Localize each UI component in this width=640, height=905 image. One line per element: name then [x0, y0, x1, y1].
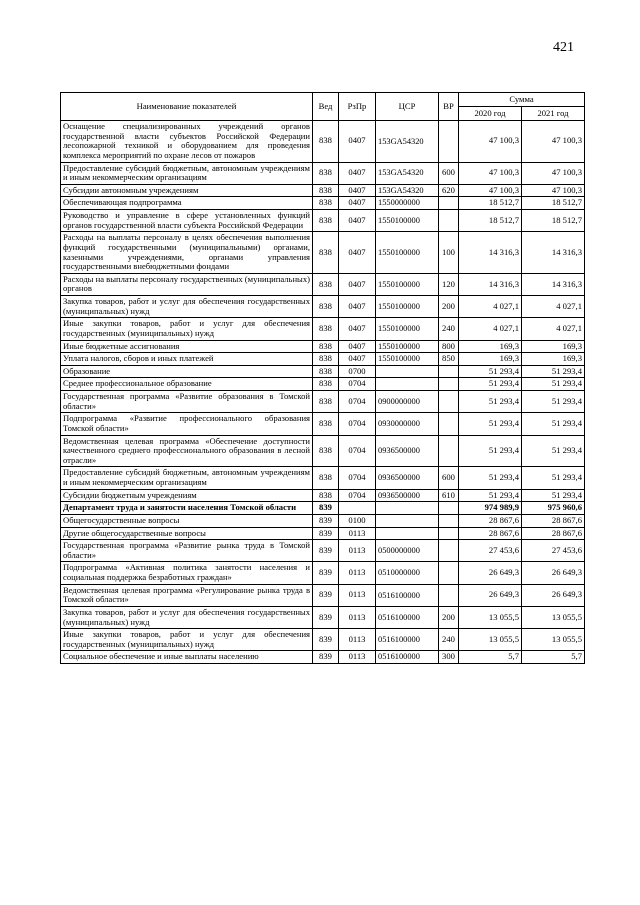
cell-rzpr: 0407 — [339, 296, 376, 318]
cell-2021: 51 293,4 — [522, 467, 585, 489]
cell-rzpr: 0407 — [339, 184, 376, 197]
cell-name: Иные бюджетные ассигнования — [61, 340, 313, 353]
cell-csr — [376, 514, 439, 527]
table-row — [61, 514, 585, 527]
table-row — [61, 467, 585, 489]
cell-2020: 51 293,4 — [459, 365, 522, 378]
cell-vr — [439, 365, 459, 378]
cell-rzpr: 0113 — [339, 629, 376, 651]
cell-ved: 839 — [313, 629, 339, 651]
cell-csr: 0900000000 — [376, 391, 439, 413]
cell-csr: 0516100000 — [376, 584, 439, 606]
table-body — [61, 121, 585, 664]
cell-csr: 0516100000 — [376, 606, 439, 628]
table-row — [61, 629, 585, 651]
cell-vr — [439, 562, 459, 584]
cell-rzpr: 0407 — [339, 121, 376, 163]
table-row — [61, 651, 585, 664]
cell-ved: 839 — [313, 514, 339, 527]
table-header — [61, 93, 585, 121]
cell-2021: 18 512,7 — [522, 197, 585, 210]
cell-2020: 51 293,4 — [459, 413, 522, 435]
cell-csr: 1550100000 — [376, 232, 439, 274]
cell-name: Закупка товаров, работ и услуг для обеспечения государственных (муниципальных) нужд — [61, 296, 313, 318]
cell-csr: 0516100000 — [376, 651, 439, 664]
cell-name: Ведомственная целевая программа «Обеспечение доступности качественного среднего профессионального образования в лесной отрасли» — [61, 435, 313, 467]
header-name: Наименование показателей — [61, 93, 313, 121]
table-row — [61, 562, 585, 584]
cell-csr — [376, 378, 439, 391]
cell-vr — [439, 121, 459, 163]
cell-2021: 28 867,6 — [522, 514, 585, 527]
cell-vr: 620 — [439, 184, 459, 197]
cell-2020: 28 867,6 — [459, 514, 522, 527]
cell-csr: 1550100000 — [376, 210, 439, 232]
cell-2021: 4 027,1 — [522, 318, 585, 340]
cell-rzpr: 0113 — [339, 527, 376, 540]
cell-vr — [439, 502, 459, 515]
cell-2021: 51 293,4 — [522, 365, 585, 378]
cell-2021: 26 649,3 — [522, 584, 585, 606]
cell-ved: 839 — [313, 540, 339, 562]
table-row — [61, 540, 585, 562]
cell-vr: 240 — [439, 629, 459, 651]
cell-name: Иные закупки товаров, работ и услуг для обеспечения государственных (муниципальных) нужд — [61, 629, 313, 651]
cell-rzpr: 0704 — [339, 435, 376, 467]
cell-csr: 0936500000 — [376, 489, 439, 502]
cell-2020: 51 293,4 — [459, 378, 522, 391]
cell-2021: 28 867,6 — [522, 527, 585, 540]
cell-2020: 51 293,4 — [459, 489, 522, 502]
cell-vr: 120 — [439, 273, 459, 295]
table-row — [61, 296, 585, 318]
cell-name: Расходы на выплаты персоналу в целях обеспечения выполнения функций государственными (муниципальными) органами, казенными учреждениями, органами управления государственными внебюджетными фондами — [61, 232, 313, 274]
cell-vr — [439, 527, 459, 540]
cell-name: Иные закупки товаров, работ и услуг для обеспечения государственных (муниципальных) нужд — [61, 318, 313, 340]
cell-rzpr: 0113 — [339, 606, 376, 628]
cell-rzpr: 0407 — [339, 162, 376, 184]
cell-2020: 47 100,3 — [459, 121, 522, 163]
cell-name: Оснащение специализированных учреждений органов государственной власти субъектов Российской Федерации лесопожарной техникой и оборудованием для проведения комплекса мероприятий по охране лесов от пожаров — [61, 121, 313, 163]
cell-2020: 18 512,7 — [459, 197, 522, 210]
cell-name: Ведомственная целевая программа «Регулирование рынка труда в Томской области» — [61, 584, 313, 606]
cell-2021: 169,3 — [522, 353, 585, 366]
cell-rzpr: 0113 — [339, 584, 376, 606]
cell-csr: 153GA54320 — [376, 184, 439, 197]
cell-name: Государственная программа «Развитие образования в Томской области» — [61, 391, 313, 413]
cell-rzpr: 0704 — [339, 378, 376, 391]
header-vr: ВР — [439, 93, 459, 121]
cell-2021: 975 960,6 — [522, 502, 585, 515]
table-row — [61, 273, 585, 295]
cell-rzpr: 0704 — [339, 391, 376, 413]
cell-name: Субсидии бюджетным учреждениям — [61, 489, 313, 502]
cell-vr — [439, 378, 459, 391]
cell-csr: 0510000000 — [376, 562, 439, 584]
cell-ved: 838 — [313, 197, 339, 210]
cell-2020: 14 316,3 — [459, 232, 522, 274]
cell-2020: 4 027,1 — [459, 296, 522, 318]
cell-ved: 838 — [313, 162, 339, 184]
cell-2021: 51 293,4 — [522, 378, 585, 391]
cell-csr: 1550100000 — [376, 353, 439, 366]
cell-vr — [439, 197, 459, 210]
table-row — [61, 413, 585, 435]
cell-vr: 100 — [439, 232, 459, 274]
cell-ved: 838 — [313, 489, 339, 502]
cell-2021: 26 649,3 — [522, 562, 585, 584]
cell-ved: 838 — [313, 184, 339, 197]
cell-rzpr — [339, 502, 376, 515]
cell-name: Общегосударственные вопросы — [61, 514, 313, 527]
cell-2020: 13 055,5 — [459, 606, 522, 628]
cell-2020: 51 293,4 — [459, 435, 522, 467]
cell-2021: 51 293,4 — [522, 413, 585, 435]
cell-2020: 47 100,3 — [459, 162, 522, 184]
cell-2021: 169,3 — [522, 340, 585, 353]
cell-2021: 4 027,1 — [522, 296, 585, 318]
cell-2021: 14 316,3 — [522, 232, 585, 274]
cell-2021: 47 100,3 — [522, 121, 585, 163]
cell-2020: 5,7 — [459, 651, 522, 664]
cell-csr: 1550100000 — [376, 296, 439, 318]
cell-2020: 169,3 — [459, 353, 522, 366]
cell-vr: 600 — [439, 162, 459, 184]
cell-ved: 838 — [313, 435, 339, 467]
cell-vr — [439, 435, 459, 467]
table-row — [61, 527, 585, 540]
cell-2021: 14 316,3 — [522, 273, 585, 295]
cell-csr — [376, 502, 439, 515]
cell-ved: 838 — [313, 340, 339, 353]
cell-vr — [439, 540, 459, 562]
cell-ved: 838 — [313, 210, 339, 232]
cell-rzpr: 0407 — [339, 340, 376, 353]
cell-ved: 838 — [313, 318, 339, 340]
cell-2021: 18 512,7 — [522, 210, 585, 232]
cell-name: Образование — [61, 365, 313, 378]
header-rzpr: РзПр — [339, 93, 376, 121]
cell-ved: 839 — [313, 562, 339, 584]
cell-vr — [439, 413, 459, 435]
cell-name: Расходы на выплаты персоналу государственных (муниципальных) органов — [61, 273, 313, 295]
cell-2021: 5,7 — [522, 651, 585, 664]
cell-name: Обеспечивающая подпрограмма — [61, 197, 313, 210]
cell-name: Другие общегосударственные вопросы — [61, 527, 313, 540]
cell-2020: 28 867,6 — [459, 527, 522, 540]
header-csr: ЦСР — [376, 93, 439, 121]
budget-table — [60, 92, 585, 664]
cell-csr: 0500000000 — [376, 540, 439, 562]
cell-vr: 240 — [439, 318, 459, 340]
table-row — [61, 197, 585, 210]
table-row — [61, 365, 585, 378]
cell-2020: 18 512,7 — [459, 210, 522, 232]
cell-csr: 153GA54320 — [376, 121, 439, 163]
cell-rzpr: 0407 — [339, 353, 376, 366]
cell-2020: 26 649,3 — [459, 562, 522, 584]
cell-2020: 14 316,3 — [459, 273, 522, 295]
cell-ved: 838 — [313, 467, 339, 489]
cell-ved: 839 — [313, 606, 339, 628]
cell-2020: 47 100,3 — [459, 184, 522, 197]
cell-csr: 0936500000 — [376, 435, 439, 467]
cell-ved: 839 — [313, 584, 339, 606]
table-row — [61, 318, 585, 340]
cell-rzpr: 0407 — [339, 232, 376, 274]
cell-rzpr: 0407 — [339, 197, 376, 210]
cell-vr: 600 — [439, 467, 459, 489]
cell-name: Среднее профессиональное образование — [61, 378, 313, 391]
cell-name: Руководство и управление в сфере установленных функций органов государственной власти субъекта Российской Федерации — [61, 210, 313, 232]
cell-vr — [439, 514, 459, 527]
cell-ved: 839 — [313, 527, 339, 540]
cell-2021: 27 453,6 — [522, 540, 585, 562]
cell-2021: 47 100,3 — [522, 162, 585, 184]
table-row — [61, 121, 585, 163]
cell-rzpr: 0704 — [339, 467, 376, 489]
cell-2020: 26 649,3 — [459, 584, 522, 606]
cell-csr: 1550100000 — [376, 273, 439, 295]
table-row — [61, 435, 585, 467]
header-sum: Сумма — [459, 93, 585, 107]
cell-csr: 1550100000 — [376, 318, 439, 340]
cell-2020: 27 453,6 — [459, 540, 522, 562]
cell-csr: 0936500000 — [376, 467, 439, 489]
cell-name: Предоставление субсидий бюджетным, автономным учреждениям и иным некоммерческим организациям — [61, 162, 313, 184]
table-row — [61, 184, 585, 197]
cell-name: Социальное обеспечение и иные выплаты населению — [61, 651, 313, 664]
cell-vr: 800 — [439, 340, 459, 353]
cell-ved: 838 — [313, 296, 339, 318]
cell-2021: 51 293,4 — [522, 435, 585, 467]
cell-2020: 51 293,4 — [459, 391, 522, 413]
cell-rzpr: 0700 — [339, 365, 376, 378]
cell-rzpr: 0704 — [339, 489, 376, 502]
cell-2021: 51 293,4 — [522, 489, 585, 502]
cell-vr: 850 — [439, 353, 459, 366]
cell-name: Закупка товаров, работ и услуг для обеспечения государственных (муниципальных) нужд — [61, 606, 313, 628]
cell-ved: 838 — [313, 273, 339, 295]
table-row — [61, 210, 585, 232]
cell-ved: 838 — [313, 413, 339, 435]
cell-ved: 838 — [313, 365, 339, 378]
cell-name: Государственная программа «Развитие рынка труда в Томской области» — [61, 540, 313, 562]
table-row — [61, 502, 585, 515]
table-row — [61, 353, 585, 366]
cell-2020: 13 055,5 — [459, 629, 522, 651]
table-row — [61, 232, 585, 274]
header-ved: Вед — [313, 93, 339, 121]
table-row — [61, 606, 585, 628]
cell-csr — [376, 527, 439, 540]
cell-rzpr: 0407 — [339, 273, 376, 295]
table-row — [61, 391, 585, 413]
cell-name: Предоставление субсидий бюджетным, автономным учреждениям и иным некоммерческим организациям — [61, 467, 313, 489]
table-row — [61, 489, 585, 502]
cell-csr: 1550100000 — [376, 340, 439, 353]
cell-2021: 47 100,3 — [522, 184, 585, 197]
cell-name: Департамент труда и занятости населения Томской области — [61, 502, 313, 515]
cell-vr: 610 — [439, 489, 459, 502]
cell-ved: 838 — [313, 353, 339, 366]
header-year-2021: 2021 год — [522, 107, 585, 121]
cell-rzpr: 0113 — [339, 540, 376, 562]
cell-2020: 169,3 — [459, 340, 522, 353]
cell-2021: 51 293,4 — [522, 391, 585, 413]
cell-ved: 838 — [313, 378, 339, 391]
cell-ved: 839 — [313, 651, 339, 664]
cell-vr — [439, 391, 459, 413]
cell-csr: 0516100000 — [376, 629, 439, 651]
cell-rzpr: 0407 — [339, 210, 376, 232]
cell-rzpr: 0704 — [339, 413, 376, 435]
table-row — [61, 162, 585, 184]
cell-name: Субсидии автономным учреждениям — [61, 184, 313, 197]
cell-csr: 1550000000 — [376, 197, 439, 210]
cell-vr — [439, 210, 459, 232]
cell-name: Уплата налогов, сборов и иных платежей — [61, 353, 313, 366]
cell-2021: 13 055,5 — [522, 606, 585, 628]
header-year-2020: 2020 год — [459, 107, 522, 121]
cell-vr: 200 — [439, 606, 459, 628]
cell-ved: 838 — [313, 232, 339, 274]
cell-vr — [439, 584, 459, 606]
cell-csr: 0930000000 — [376, 413, 439, 435]
cell-csr: 153GA54320 — [376, 162, 439, 184]
page-number: 421 — [553, 40, 574, 55]
cell-ved: 839 — [313, 502, 339, 515]
cell-rzpr: 0100 — [339, 514, 376, 527]
cell-rzpr: 0113 — [339, 651, 376, 664]
cell-csr — [376, 365, 439, 378]
cell-rzpr: 0407 — [339, 318, 376, 340]
cell-ved: 838 — [313, 121, 339, 163]
table-row — [61, 378, 585, 391]
table-row — [61, 340, 585, 353]
cell-name: Подпрограмма «Активная политика занятости населения и социальная поддержка безработных граждан» — [61, 562, 313, 584]
cell-2020: 4 027,1 — [459, 318, 522, 340]
cell-2020: 974 989,9 — [459, 502, 522, 515]
table-row — [61, 584, 585, 606]
cell-vr: 200 — [439, 296, 459, 318]
cell-2020: 51 293,4 — [459, 467, 522, 489]
cell-2021: 13 055,5 — [522, 629, 585, 651]
cell-name: Подпрограмма «Развитие профессионального образования Томской области» — [61, 413, 313, 435]
cell-rzpr: 0113 — [339, 562, 376, 584]
cell-vr: 300 — [439, 651, 459, 664]
cell-ved: 838 — [313, 391, 339, 413]
